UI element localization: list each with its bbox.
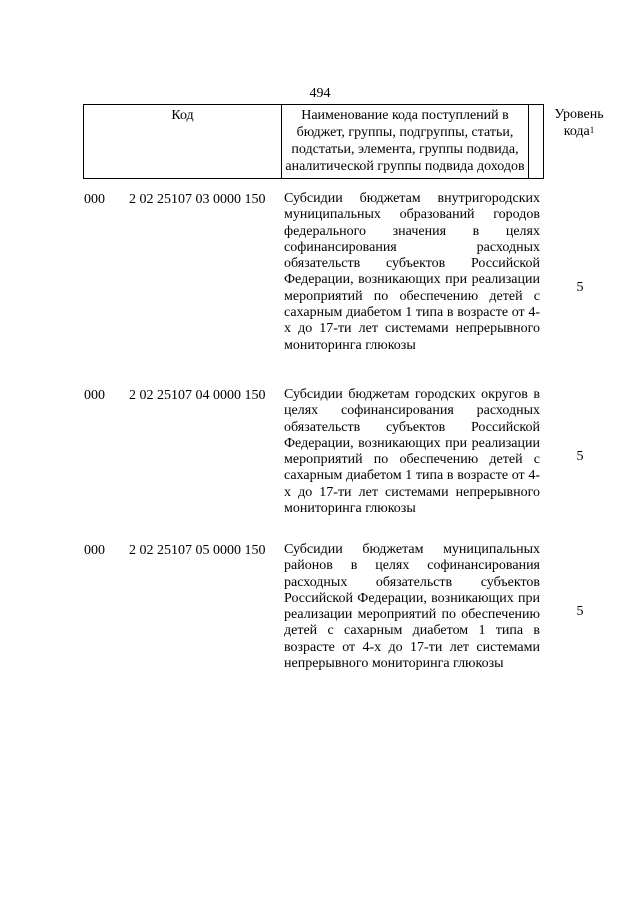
admin-code: 000: [84, 388, 105, 403]
table-header: [83, 104, 544, 179]
table-body: [0, 191, 640, 697]
code-level: 5: [576, 449, 584, 464]
income-name: Субсидии бюджетам муниципальных районов в целях софинансирования расходных обязательств субъектов Российской Федерации, возникающих при реализации мероприятий по обеспечению детей с сахарным диабетом 1 типа в возрасте от 4-х до 17-ти лет системами непрерывного мониторинга глюкозы: [284, 542, 540, 672]
income-name: Субсидии бюджетам внутригородских муниципальных образований городов федерального значения в целях софинансирования расходных обязательств субъектов Российской Федерации, возникающих при реализации мероприятий по обеспечению детей с сахарным диабетом 1 типа в возрасте от 4-х до 17-ти лет системами непрерывного мониторинга глюкозы: [284, 191, 540, 353]
income-code: 2 02 25107 04 0000 150: [129, 388, 266, 403]
header-level-label: Уровень кода: [554, 107, 604, 139]
code-level: 5: [576, 604, 584, 619]
header-level: [544, 104, 614, 179]
page-number: 494: [309, 86, 331, 101]
table-row: [0, 387, 640, 542]
code-level: 5: [576, 280, 584, 295]
table-row: [0, 191, 640, 387]
admin-code: 000: [84, 543, 105, 558]
footnote-marker: 1: [589, 125, 595, 135]
header-code: Код: [171, 108, 194, 123]
header-name: Наименование кода поступлений в бюджет, группы, подгруппы, статьи, подстатьи, элемента, группы подвида, аналитической группы подвида доходов: [281, 105, 528, 178]
income-code: 2 02 25107 05 0000 150: [129, 543, 266, 558]
admin-code: 000: [84, 192, 105, 207]
table-row: [0, 542, 640, 697]
income-code: 2 02 25107 03 0000 150: [129, 192, 266, 207]
income-name: Субсидии бюджетам городских округов в целях софинансирования расходных обязательств субъектов Российской Федерации, возникающих при реализации мероприятий по обеспечению детей с сахарным диабетом 1 типа в возрасте от 4-х до 17-ти лет системами непрерывного мониторинга глюкозы: [284, 387, 540, 517]
